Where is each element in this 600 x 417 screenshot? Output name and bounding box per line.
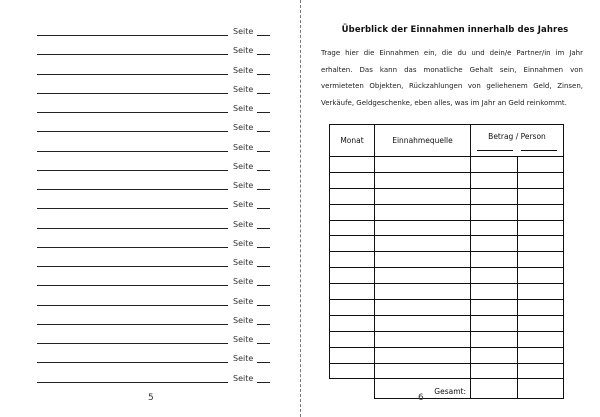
toc-page-blank[interactable] [257, 189, 270, 190]
toc-page-label: Seite [233, 161, 254, 171]
column-header-source: Einnahmequelle [375, 125, 471, 157]
source-cell[interactable] [375, 300, 471, 316]
amount-person-1-cell[interactable] [471, 268, 518, 284]
source-cell[interactable] [375, 220, 471, 236]
toc-entry-line[interactable] [37, 93, 228, 94]
amount-person-1-cell[interactable] [471, 315, 518, 331]
toc-row [37, 314, 277, 326]
amount-person-1-cell[interactable] [471, 188, 518, 204]
amount-person-2-cell[interactable] [518, 315, 564, 331]
toc-row [37, 102, 277, 114]
amount-person-1-cell[interactable] [471, 363, 518, 379]
person-2-blank[interactable] [521, 150, 557, 151]
month-cell[interactable] [330, 188, 375, 204]
toc-page-label: Seite [233, 142, 254, 152]
toc-entry-line[interactable] [37, 362, 228, 363]
toc-row [37, 44, 277, 56]
amount-person-2-cell[interactable] [518, 252, 564, 268]
toc-page-label: Seite [233, 46, 254, 56]
amount-person-2-cell[interactable] [518, 331, 564, 347]
toc-page-blank[interactable] [257, 285, 270, 286]
toc-row [37, 198, 277, 210]
table-row [330, 268, 564, 284]
toc-page-blank[interactable] [257, 362, 270, 363]
toc-page-label: Seite [233, 258, 254, 267]
table-row [330, 157, 564, 173]
amount-person-2-cell[interactable] [518, 363, 564, 379]
month-cell[interactable] [330, 315, 375, 331]
toc-entry-line[interactable] [37, 228, 228, 229]
month-cell[interactable] [330, 157, 375, 173]
table-row [330, 204, 564, 220]
income-table-body [330, 157, 564, 379]
toc-row [37, 256, 277, 268]
toc-row [37, 237, 277, 249]
toc-row [37, 372, 277, 384]
table-row [330, 363, 564, 379]
toc-entry-line[interactable] [37, 189, 228, 190]
toc-page-blank[interactable] [257, 228, 270, 229]
page-number-left: 5 [148, 393, 154, 403]
toc-page-label: Seite [233, 84, 254, 94]
toc-entry-line[interactable] [37, 208, 228, 209]
toc-page-blank[interactable] [257, 208, 270, 209]
toc-entry-line[interactable] [37, 74, 228, 75]
toc-page-label: Seite [233, 373, 254, 383]
toc-page-blank[interactable] [257, 131, 270, 132]
toc-page-label: Seite [233, 354, 254, 364]
toc-page-label: Seite [233, 335, 254, 344]
toc-page-label: Seite [233, 296, 254, 306]
table-row [330, 300, 564, 316]
total-cell-person-1[interactable] [471, 379, 518, 399]
table-row [330, 284, 564, 300]
toc-entry-line[interactable] [37, 54, 228, 55]
source-cell[interactable] [375, 188, 471, 204]
toc-row [37, 160, 277, 172]
amount-person-2-cell[interactable] [518, 172, 564, 188]
table-row [330, 347, 564, 363]
month-cell[interactable] [330, 268, 375, 284]
table-header-row [330, 125, 564, 157]
toc-row [37, 179, 277, 191]
intro-text: Trage hier die Einnahmen ein, die du und dein/e Partner/in im Jahr erhalten. Das kann das monatliche Gehalt sein, Einnahmen von vermieteten Objekten, Rückzahlungen von geliehenem Geld, Zinsen, Verkäufe, Geldgeschenke, eben alles, was im Jahr an Geld reinkommt. [321, 49, 583, 107]
toc-page-blank[interactable] [257, 247, 270, 248]
income-table [329, 124, 564, 399]
amount-person-1-cell[interactable] [471, 331, 518, 347]
toc-page-blank[interactable] [257, 305, 270, 306]
right-page [301, 0, 600, 417]
toc-row [37, 141, 277, 153]
source-cell[interactable] [375, 363, 471, 379]
source-cell[interactable] [375, 157, 471, 173]
amount-person-2-cell[interactable] [518, 347, 564, 363]
toc-page-blank[interactable] [257, 93, 270, 94]
toc-page-blank[interactable] [257, 54, 270, 55]
month-cell[interactable] [330, 236, 375, 252]
toc-entry-line[interactable] [37, 285, 228, 286]
toc-page-blank[interactable] [257, 170, 270, 171]
toc-row [37, 218, 277, 230]
table-row [330, 236, 564, 252]
toc-entry-line[interactable] [37, 343, 228, 344]
toc-page-blank[interactable] [257, 35, 270, 36]
toc-row [37, 295, 277, 307]
toc-row [37, 333, 277, 345]
source-cell[interactable] [375, 331, 471, 347]
toc-entry-line[interactable] [37, 131, 228, 132]
toc-row [37, 64, 277, 76]
toc-page-blank[interactable] [257, 343, 270, 344]
amount-person-1-cell[interactable] [471, 252, 518, 268]
toc-entry-line[interactable] [37, 151, 228, 152]
toc-entry-line[interactable] [37, 382, 228, 383]
source-cell[interactable] [375, 252, 471, 268]
toc-entry-line[interactable] [37, 247, 228, 248]
amount-person-2-cell[interactable] [518, 236, 564, 252]
month-cell[interactable] [330, 300, 375, 316]
page-number-right: 6 [418, 393, 424, 403]
amount-person-2-cell[interactable] [518, 157, 564, 173]
toc-page-blank[interactable] [257, 112, 270, 113]
column-header-month: Monat [330, 125, 375, 157]
source-cell[interactable] [375, 315, 471, 331]
toc-page-label: Seite [233, 238, 254, 248]
toc-page-label: Seite [233, 27, 254, 36]
total-label: Gesamt: [375, 379, 471, 399]
amount-person-2-cell[interactable] [518, 188, 564, 204]
amount-person-1-cell[interactable] [471, 300, 518, 316]
total-row-spacer [330, 379, 375, 399]
source-cell[interactable] [375, 284, 471, 300]
toc-entry-line[interactable] [37, 170, 228, 171]
toc-page-label: Seite [233, 219, 254, 229]
income-table-wrap [329, 124, 563, 397]
toc-page-label: Seite [233, 315, 254, 325]
amount-person-1-cell[interactable] [471, 284, 518, 300]
toc-entry-line[interactable] [37, 324, 228, 325]
table-row [330, 331, 564, 347]
toc-page-blank[interactable] [257, 324, 270, 325]
month-cell[interactable] [330, 331, 375, 347]
toc-row [37, 121, 277, 133]
month-cell[interactable] [330, 252, 375, 268]
amount-person-2-cell[interactable] [518, 204, 564, 220]
source-cell[interactable] [375, 204, 471, 220]
person-1-blank[interactable] [477, 150, 513, 151]
toc-row [37, 352, 277, 364]
person-name-blanks [471, 141, 563, 151]
month-cell[interactable] [330, 363, 375, 379]
column-header-amount-label: Betrag / Person [488, 132, 546, 141]
table-row [330, 188, 564, 204]
toc-page-blank[interactable] [257, 382, 270, 383]
toc-page-blank[interactable] [257, 266, 270, 267]
toc-page-label: Seite [233, 181, 254, 190]
month-cell[interactable] [330, 204, 375, 220]
total-cell-person-2[interactable] [518, 379, 564, 399]
toc-entry-line[interactable] [37, 305, 228, 306]
toc-entry-line[interactable] [37, 35, 228, 36]
page-title: Überblick der Einnahmen innerhalb des Jahres [341, 25, 569, 35]
column-header-amount [471, 125, 564, 157]
source-cell[interactable] [375, 236, 471, 252]
amount-person-2-cell[interactable] [518, 300, 564, 316]
amount-person-2-cell[interactable] [518, 220, 564, 236]
toc-row [37, 275, 277, 287]
table-row [330, 252, 564, 268]
toc-page-blank[interactable] [257, 74, 270, 75]
month-cell[interactable] [330, 220, 375, 236]
toc-entry-line[interactable] [37, 112, 228, 113]
amount-person-1-cell[interactable] [471, 347, 518, 363]
source-cell[interactable] [375, 268, 471, 284]
toc-page-blank[interactable] [257, 151, 270, 152]
amount-person-1-cell[interactable] [471, 236, 518, 252]
month-cell[interactable] [330, 347, 375, 363]
month-cell[interactable] [330, 284, 375, 300]
total-row [330, 379, 564, 399]
amount-person-2-cell[interactable] [518, 268, 564, 284]
source-cell[interactable] [375, 347, 471, 363]
table-row [330, 220, 564, 236]
toc-page-label: Seite [233, 123, 254, 133]
toc-entry-line[interactable] [37, 266, 228, 267]
toc-row [37, 25, 277, 37]
amount-person-2-cell[interactable] [518, 284, 564, 300]
source-cell[interactable] [375, 172, 471, 188]
toc-page-label: Seite [233, 104, 254, 113]
toc-page-label: Seite [233, 65, 254, 75]
amount-person-1-cell[interactable] [471, 172, 518, 188]
amount-person-1-cell[interactable] [471, 220, 518, 236]
amount-person-1-cell[interactable] [471, 204, 518, 220]
table-row [330, 315, 564, 331]
amount-person-1-cell[interactable] [471, 157, 518, 173]
toc-row [37, 83, 277, 95]
toc-page-label: Seite [233, 200, 254, 210]
table-row [330, 172, 564, 188]
month-cell[interactable] [330, 172, 375, 188]
toc-page-label: Seite [233, 277, 254, 287]
